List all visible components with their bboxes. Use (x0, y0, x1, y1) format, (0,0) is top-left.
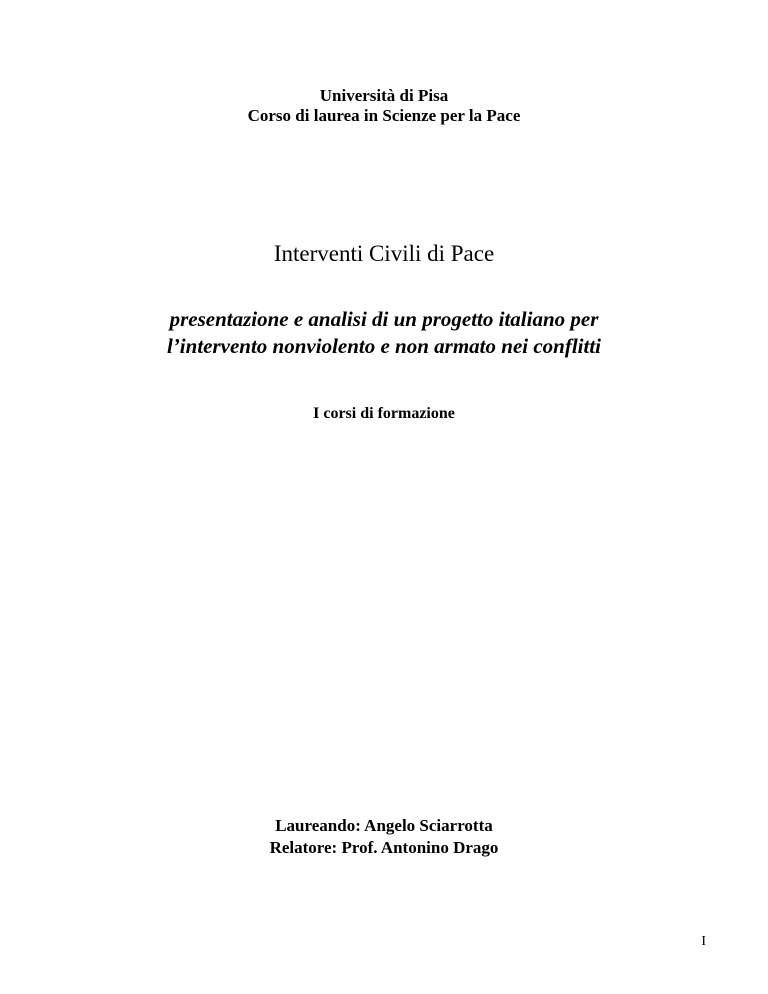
subtitle-line-1: presentazione e analisi di un progetto italiano per (169, 307, 599, 331)
supervisor-line: Relatore: Prof. Antonino Drago (269, 838, 499, 857)
course-name: Corso di laurea in Scienze per la Pace (247, 106, 521, 125)
section-heading: I corsi di formazione (313, 405, 455, 422)
subtitle-line-2: l’intervento nonviolento e non armato nei conflitti (166, 334, 602, 358)
thesis-title: Interventi Civili di Pace (273, 241, 495, 266)
candidate-line: Laureando: Angelo Sciarrotta (275, 816, 493, 835)
university-name: Università di Pisa (319, 86, 449, 105)
thesis-subtitle (0, 306, 768, 360)
page-number: I (701, 934, 706, 949)
